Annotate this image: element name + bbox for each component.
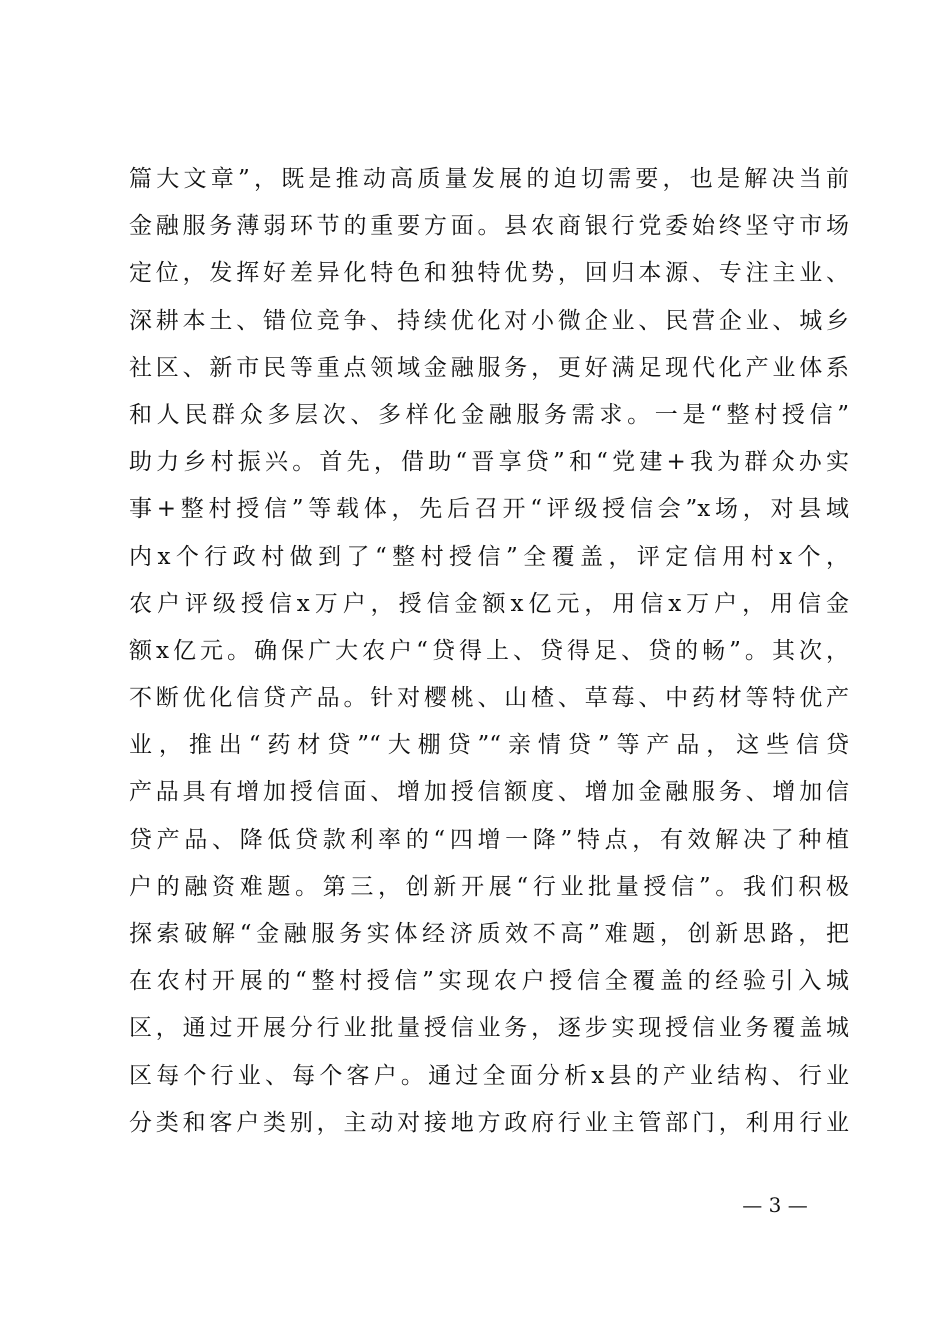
text-line: 事+整村授信”等载体，先后召开“评级授信会”x场，对县域: [129, 496, 849, 523]
text-line: 额x亿元。确保广大农户“贷得上、贷得足、贷的畅”。其次，: [129, 637, 849, 664]
text-line: 在农村开展的“整村授信”实现农户授信全覆盖的经验引入城: [129, 968, 849, 995]
text-line: 社区、新市民等重点领域金融服务，更好满足现代化产业体系: [129, 354, 849, 381]
text-line: 业，推出“药材贷”“大棚贷”“亲情贷”等产品，这些信贷: [129, 732, 849, 759]
text-line: 区，通过开展分行业批量授信业务，逐步实现授信业务覆盖城: [129, 1015, 849, 1042]
text-line: 户的融资难题。第三，创新开展“行业批量授信”。我们积极: [129, 873, 849, 900]
text-line: 定位，发挥好差异化特色和独特优势，回归本源、专注主业、: [129, 260, 849, 287]
text-line: 不断优化信贷产品。针对樱桃、山楂、草莓、中药材等特优产: [129, 685, 849, 712]
body-text: [129, 156, 849, 1147]
text-line: 农户评级授信x万户，授信金额x亿元，用信x万户，用信金: [129, 590, 849, 617]
text-line: 深耕本土、错位竞争、持续优化对小微企业、民营企业、城乡: [129, 307, 849, 334]
text-line: 金融服务薄弱环节的重要方面。县农商银行党委始终坚守市场: [129, 213, 849, 240]
text-line: 内x个行政村做到了“整村授信”全覆盖，评定信用村x个，: [129, 543, 849, 570]
page-number: — 3 —: [742, 1193, 808, 1217]
text-line: 和人民群众多层次、多样化金融服务需求。一是“整村授信”: [129, 401, 849, 428]
text-line: 分类和客户类别，主动对接地方政府行业主管部门，利用行业: [129, 1109, 849, 1136]
text-line: 贷产品、降低贷款利率的“四增一降”特点，有效解决了种植: [129, 826, 849, 853]
text-line: 探索破解“金融服务实体经济质效不高”难题，创新思路，把: [129, 921, 849, 947]
text-line: 产品具有增加授信面、增加授信额度、增加金融服务、增加信: [129, 779, 849, 806]
text-line: 区每个行业、每个客户。通过全面分析x县的产业结构、行业: [129, 1062, 849, 1089]
text-line: 篇大文章”，既是推动高质量发展的迫切需要，也是解决当前: [129, 166, 849, 192]
text-line: 助力乡村振兴。首先，借助“晋享贷”和“党建+我为群众办实: [129, 449, 849, 476]
